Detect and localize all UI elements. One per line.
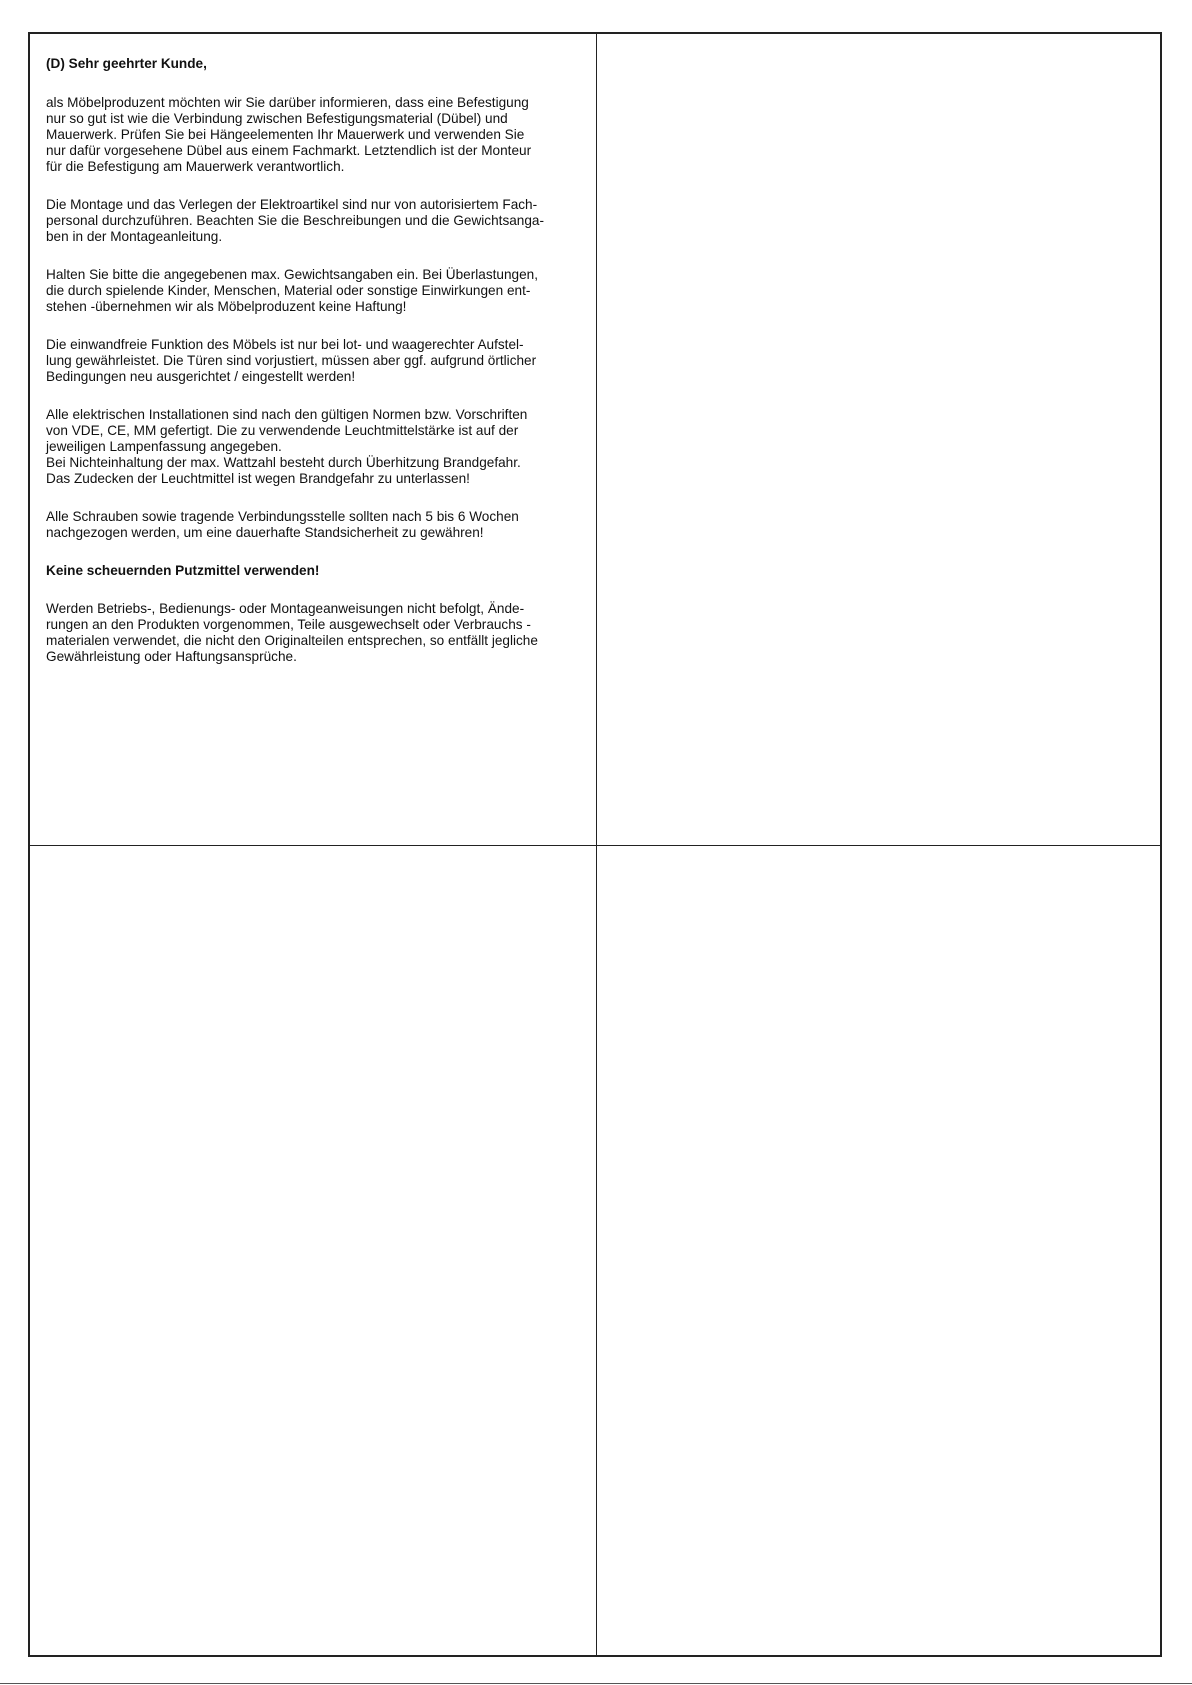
- notice-paragraph-electrical-assembly: Die Montage und das Verlegen der Elektroartikel sind nur von autorisiertem Fach- personal durchzuführen. Beachten Sie die Beschreibungen und die Gewichtsanga- ben in der Montageanleitung.: [46, 197, 545, 244]
- bottom-edge-rule: [0, 1683, 1192, 1684]
- notice-cleaning-warning: Keine scheuernden Putzmittel verwenden!: [46, 563, 320, 578]
- horizontal-divider: [30, 845, 1160, 846]
- page-frame: [28, 32, 1162, 1657]
- notice-paragraph-warranty: Werden Betriebs-, Bedienungs- oder Montageanweisungen nicht befolgt, Ände- rungen an den Produkten vorgenommen, Teile ausgewechselt oder Verbrauchs - materialen verwendet, die nicht den Originalteilen entsprechen, so entfällt jegliche Gewährleistung oder Haftungsansprüche.: [46, 601, 538, 664]
- customer-notice: [46, 40, 591, 687]
- notice-heading: (D) Sehr geehrter Kunde,: [46, 56, 207, 71]
- notice-paragraph-mounting: als Möbelproduzent möchten wir Sie darüber informieren, dass eine Befestigung nur so gut ist wie die Verbindung zwischen Befestigungsmaterial (Dübel) und Mauerwerk. Prüfen Sie bei Hängeelementen Ihr Mauerwerk und verwenden Sie nur dafür vorgesehene Dübel aus einem Fachmarkt. Letztendlich ist der Monteur für die Befestigung am Mauerwerk verantwortlich.: [46, 95, 532, 174]
- notice-paragraph-screws: Alle Schrauben sowie tragende Verbindungsstelle sollten nach 5 bis 6 Wochen nachgezogen werden, um eine dauerhafte Standsicherheit zu gewähren!: [46, 509, 519, 540]
- notice-paragraph-electrical-norms: Alle elektrischen Installationen sind nach den gültigen Normen bzw. Vorschriften von VDE, CE, MM gefertigt. Die zu verwendende Leuchtmittelstärke ist auf der jeweiligen Lampenfassung angegeben. Bei Nichteinhaltung der max. Wattzahl besteht durch Überhitzung Brandgefahr. Das Zudecken der Leuchtmittel ist wegen Brandgefahr zu unterlassen!: [46, 407, 528, 486]
- notice-paragraph-weight-limits: Halten Sie bitte die angegebenen max. Gewichtsangaben ein. Bei Überlastungen, die durch spielende Kinder, Menschen, Material oder sonstige Einwirkungen ent- stehen -übernehmen wir als Möbelproduzent keine Haftung!: [46, 267, 538, 314]
- notice-paragraph-leveling: Die einwandfreie Funktion des Möbels ist nur bei lot- und waagerechter Aufstel- lung gewährleistet. Die Türen sind vorjustiert, müssen aber ggf. aufgrund örtlicher Bedingungen neu ausgerichtet / eingestellt werden!: [46, 337, 537, 384]
